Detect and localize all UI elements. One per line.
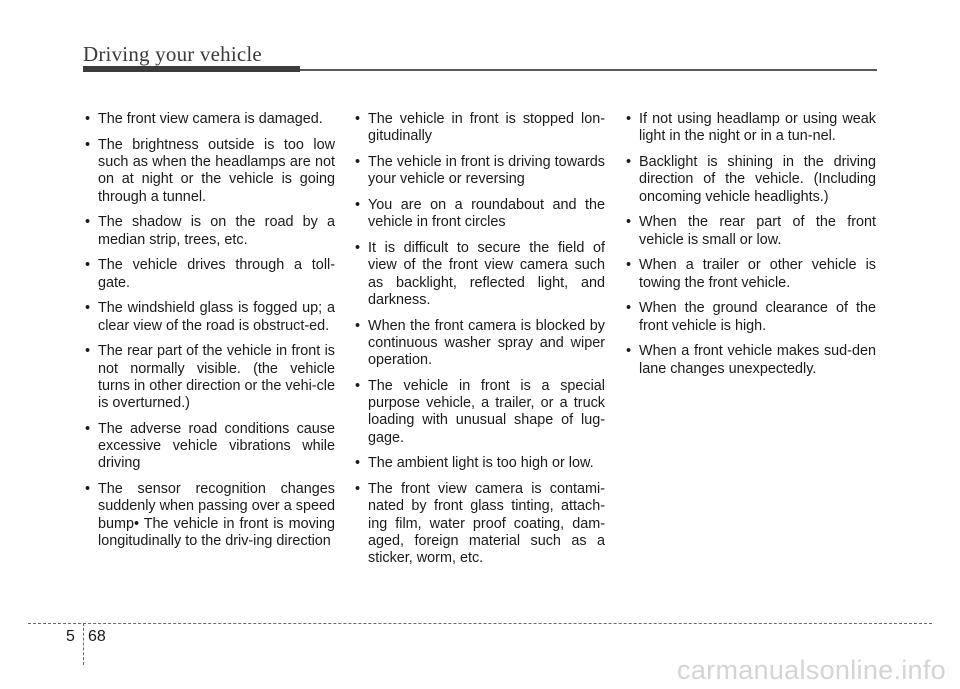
page-number: 68 <box>88 628 106 645</box>
list-item: • The vehicle in front is driving towards your vehicle or reversing <box>353 154 605 189</box>
header-rule <box>300 69 877 71</box>
list-item: • The rear part of the vehicle in front is not normally visible. (the vehicle turns in other direction or the vehi-cle is overturned.) <box>83 343 335 412</box>
list-item: • When a front vehicle makes sud-den lane changes unexpectedly. <box>624 343 876 378</box>
header-rule-accent <box>83 66 300 72</box>
list-item: • When the rear part of the front vehicle is small or low. <box>624 214 876 249</box>
list-item: • When a trailer or other vehicle is towing the front vehicle. <box>624 257 876 292</box>
list-item: • The brightness outside is too low such as when the headlamps are not on at night or the vehicle is going through a tunnel. <box>83 137 335 206</box>
list-item: • The front view camera is contami-nated by front glass tinting, attach-ing film, water proof coating, dam-aged, foreign material such as a sticker, worm, etc. <box>353 481 605 567</box>
page-title: Driving your vehicle <box>83 42 262 66</box>
list-item: • The vehicle in front is stopped lon-gitudinally <box>353 111 605 146</box>
footer-divider <box>28 623 932 624</box>
column-1 <box>83 111 335 559</box>
list-item: • When the ground clearance of the front vehicle is high. <box>624 300 876 335</box>
list-item: • You are on a roundabout and the vehicle in front circles <box>353 197 605 232</box>
footer-page-divider <box>83 623 84 665</box>
list-item: • The windshield glass is fogged up; a clear view of the road is obstruct-ed. <box>83 300 335 335</box>
list-item: • The vehicle drives through a toll-gate. <box>83 257 335 292</box>
list-item: • The adverse road conditions cause excessive vehicle vibrations while driving <box>83 421 335 473</box>
chapter-number: 5 <box>66 628 75 645</box>
list-item: • Backlight is shining in the driving direction of the vehicle. (Including oncoming vehicle headlights.) <box>624 154 876 206</box>
list-item: • It is difficult to secure the field of view of the front view camera such as backlight, reflected light, and darkness. <box>353 240 605 309</box>
list-item: • The ambient light is too high or low. <box>353 455 605 472</box>
list-item: • The sensor recognition changes suddenly when passing over a speed bump• The vehicle in front is moving longitudinally to the driv-ing direction <box>83 481 335 550</box>
list-item: • The shadow is on the road by a median strip, trees, etc. <box>83 214 335 249</box>
watermark: carmanualsonline.info <box>677 655 946 685</box>
list-item: • The vehicle in front is a special purpose vehicle, a trailer, or a truck loading with unusual shape of lug-gage. <box>353 378 605 447</box>
list-item: • When the front camera is blocked by continuous washer spray and wiper operation. <box>353 318 605 370</box>
list-item: • The front view camera is damaged. <box>83 111 335 128</box>
column-2 <box>353 111 605 576</box>
column-3 <box>624 111 876 386</box>
list-item: • If not using headlamp or using weak light in the night or in a tun-nel. <box>624 111 876 146</box>
